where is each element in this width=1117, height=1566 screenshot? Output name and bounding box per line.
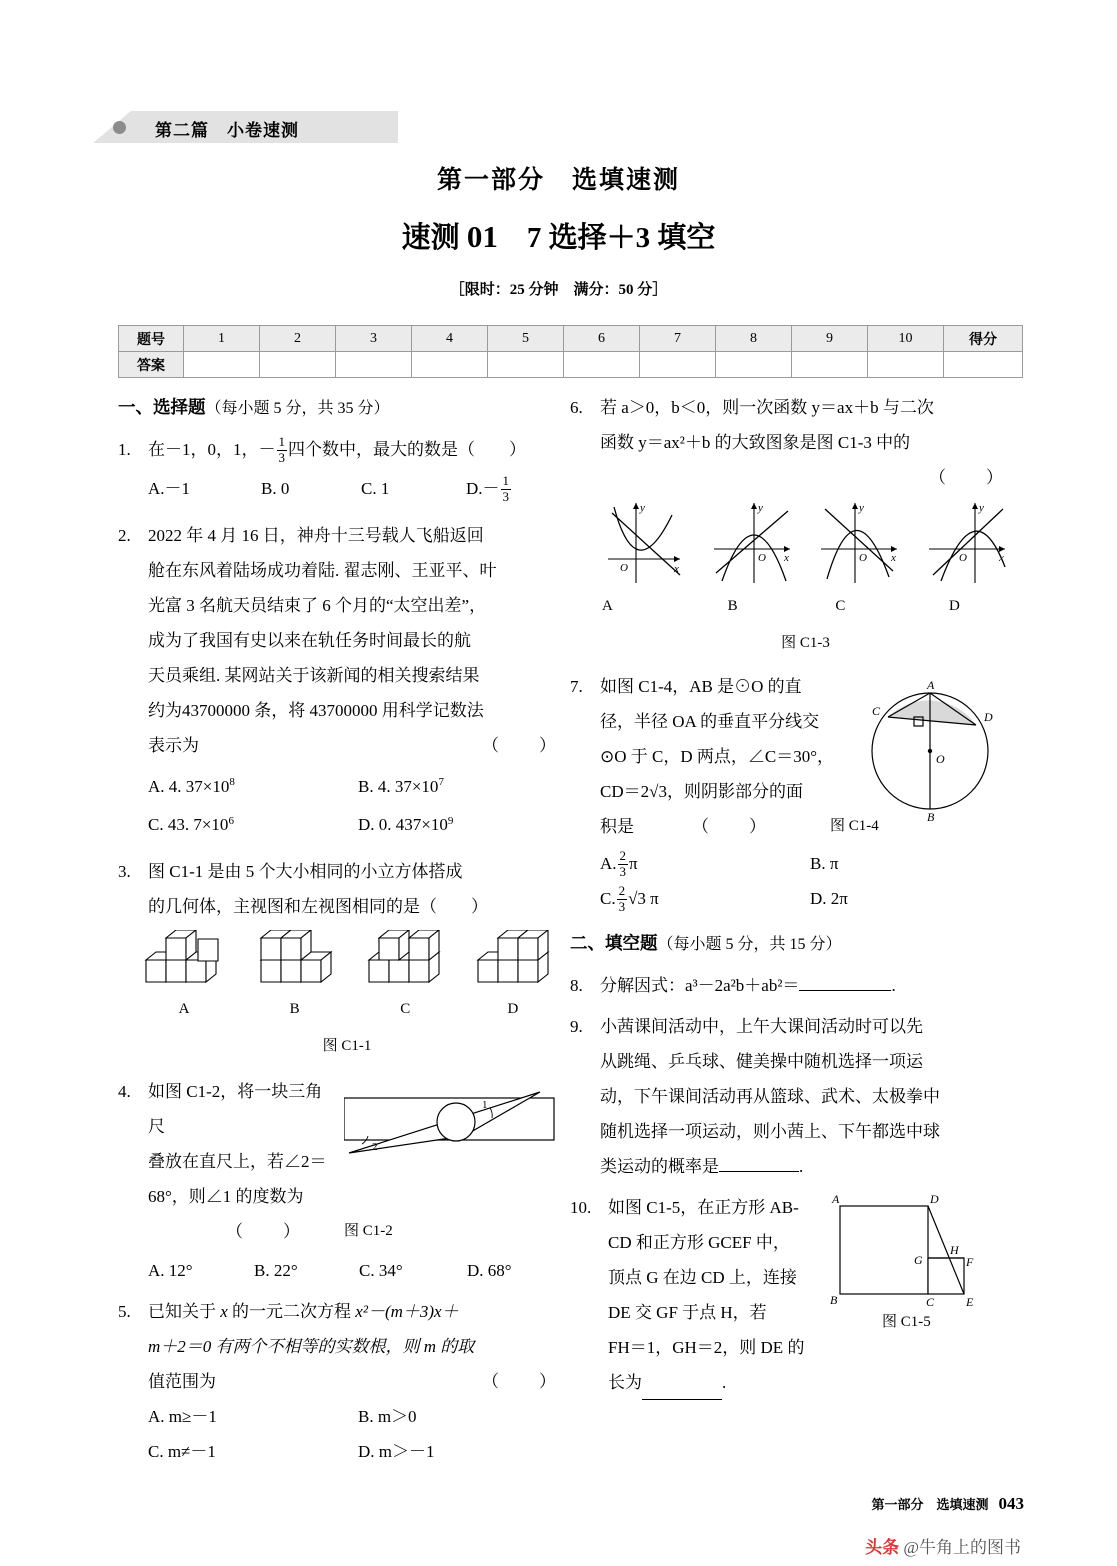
answer-cell[interactable] — [564, 352, 640, 378]
q2-line-2: 舱在东风着陆场成功着陆. 翟志刚、王亚平、叶 — [148, 561, 497, 580]
question-number: 4. — [118, 1082, 131, 1102]
figure-label-c: C — [835, 598, 846, 614]
section2-note: （每小题 5 分，共 15 分） — [657, 936, 842, 953]
table-cell: 8 — [716, 326, 792, 352]
question-1 — [118, 432, 558, 506]
graph-figure-a — [596, 497, 692, 624]
option-d[interactable]: D.－ $\frac{1}{3}$ — [466, 472, 510, 504]
figure-caption-c1-2: 图 C1-2 — [344, 1223, 393, 1240]
svg-text:图 C1-5: 图 C1-5 — [882, 1314, 931, 1330]
q10-line-3: 顶点 G 在边 CD 上，连接 — [608, 1268, 797, 1287]
question-number: 3. — [118, 862, 131, 882]
q5-options-row1 — [148, 1399, 558, 1434]
test-title-suffix: 7 选择＋3 填空 — [526, 222, 716, 254]
table-cell: 10 — [868, 326, 944, 352]
figure-caption-c1-4: 图 C1-4 — [830, 818, 879, 834]
fraction-one-third: $\frac{1}{3}$ — [278, 433, 285, 465]
q5-options-row2 — [148, 1434, 558, 1469]
svg-text:A: A — [927, 678, 935, 692]
figure-caption-c1-3: 图 C1-3 — [781, 635, 830, 651]
question-text — [148, 1294, 558, 1399]
option-c[interactable]: C. $\frac{2}{3}$ √3 π — [600, 882, 659, 914]
svg-text:x: x — [674, 563, 679, 575]
header-tab-label: 第二篇 小卷速测 — [155, 121, 299, 140]
answer-cell[interactable] — [868, 352, 944, 378]
question-10 — [570, 1190, 1015, 1400]
figure-caption-c1-1: 图 C1-1 — [322, 1038, 372, 1055]
question-2 — [118, 518, 558, 842]
svg-text:C: C — [872, 704, 881, 718]
answer-cell[interactable] — [716, 352, 792, 378]
q5-line-1: 已知关于 x 的一元二次方程 x²－(m＋3)x＋ — [148, 1302, 459, 1322]
q4-options — [148, 1253, 558, 1288]
question-text: 分解因式：a³－2a²b＋ab²＝ . — [600, 976, 896, 995]
table-row-label: 题号 — [119, 326, 184, 352]
q4-answer-paren[interactable]: （ ） — [226, 1222, 302, 1242]
question-text — [148, 432, 558, 467]
table-cell: 3 — [336, 326, 412, 352]
option-a[interactable]: A. 12° — [148, 1261, 193, 1281]
question-number: 1. — [118, 440, 131, 459]
q8-text: 分解因式：a³－2a²b＋ab²＝ — [600, 976, 800, 995]
question-number: 7. — [570, 677, 583, 696]
option-d[interactable]: D. 2π — [810, 889, 848, 908]
question-6 — [570, 390, 1015, 661]
right-column — [570, 390, 1015, 1400]
svg-text:B: B — [830, 1293, 838, 1307]
section-heading-choice — [118, 390, 558, 426]
q7-options-row2 — [600, 881, 1015, 916]
section1-title: 一、选择题 — [118, 397, 206, 417]
question-text — [600, 390, 1015, 495]
option-c[interactable]: C. m≠－1 — [148, 1442, 216, 1462]
q2-line-1: 2022 年 4 月 16 日，神舟十三号载人飞船返回 — [148, 526, 484, 545]
svg-text:F: F — [966, 1255, 974, 1269]
test-title-prefix: 速测 — [401, 222, 460, 254]
svg-text:O: O — [936, 752, 945, 766]
svg-text:y: y — [757, 502, 763, 514]
part-title: 第一部分 选填速测 — [436, 167, 680, 194]
footer-text: 第一部分 选填速测 — [871, 1497, 989, 1512]
table-cell: 6 — [564, 326, 640, 352]
header-bullet-icon — [113, 121, 126, 134]
table-cell: 9 — [792, 326, 868, 352]
answer-table — [118, 325, 1023, 378]
option-b[interactable]: B. 22° — [254, 1261, 298, 1281]
answer-cell[interactable] — [412, 352, 488, 378]
q2-options-row1 — [148, 765, 558, 804]
figure-label-b: B — [727, 598, 738, 614]
svg-text:E: E — [966, 1295, 974, 1309]
q4-line-2: 叠放在直尺上，若∠2＝ — [148, 1152, 327, 1172]
svg-text:G: G — [914, 1253, 923, 1267]
q7-answer-paren[interactable]: （ ） — [692, 817, 768, 836]
question-number: 6. — [570, 398, 583, 417]
q5-line-2: m＋2＝0 有两个不相等的实数根，则 m 的取 — [148, 1337, 475, 1357]
cube-figure-a — [136, 930, 232, 1027]
q5-line-3: 值范围为 — [148, 1372, 216, 1392]
question-4 — [118, 1074, 558, 1288]
question-text: 小茜课间活动中，上午大课间活动时可以先 从跳绳、乒乓球、健美操中随机选择一项运 动，下午课间活动再从篮球、武术、太极拳中 随机选择一项运动，则小茜上、下午都选中球 类运动的概率是 . — [600, 1009, 1015, 1184]
svg-text:D: D — [984, 710, 993, 724]
score-label: 得分 — [944, 326, 1023, 352]
question-number: 2. — [118, 526, 131, 545]
cube-figure-c — [357, 930, 453, 1027]
question-9 — [570, 1009, 1015, 1184]
graph-figure-d — [919, 497, 1015, 624]
fraction-one-third: $\frac{1}{3}$ — [502, 472, 510, 504]
q2-options-row2 — [148, 804, 558, 843]
option-d[interactable]: D. 68° — [467, 1261, 512, 1281]
q3-line-1: 图 C1-1 是由 5 个大小相同的小立方体搭成 — [148, 862, 463, 882]
question-text — [148, 1074, 558, 1249]
answer-cell[interactable] — [184, 352, 260, 378]
q10-line-4: DE 交 GF 于点 H，若 — [608, 1303, 767, 1322]
option-b[interactable]: B. 4. $37\times 10^7$ — [358, 776, 444, 796]
q9-line-3: 动，下午课间活动再从篮球、武术、太极拳中 — [600, 1087, 940, 1106]
figure-label-c: C — [400, 1001, 411, 1018]
watermark — [865, 1533, 1021, 1558]
answer-cell[interactable] — [640, 352, 716, 378]
figure-label-b: B — [289, 1001, 300, 1018]
q8-answer-blank[interactable] — [799, 990, 891, 991]
q2-line-3: 光富 3 名航天员结束了 6 个月的“太空出差”， — [148, 596, 487, 615]
option-d[interactable]: D. m＞－1 — [358, 1442, 435, 1462]
option-c[interactable]: C. 34° — [359, 1261, 403, 1281]
option-a[interactable]: A. 4. $37\times 10^8$ — [148, 776, 235, 796]
question-number: 5. — [118, 1302, 131, 1322]
svg-text:O: O — [620, 562, 628, 574]
q1-options — [148, 471, 558, 506]
answer-cell[interactable] — [260, 352, 336, 378]
q9-line-1: 小茜课间活动中，上午大课间活动时可以先 — [600, 1017, 923, 1036]
svg-text:y: y — [859, 502, 865, 514]
q5-answer-paren[interactable]: （ ） — [482, 1372, 558, 1392]
q9-line-4: 随机选择一项运动，则小茜上、下午都选中球 — [600, 1122, 940, 1141]
q2-answer-paren[interactable]: （ ） — [482, 736, 558, 755]
circle-figure — [858, 675, 1008, 825]
svg-text:O: O — [757, 552, 766, 564]
section1-note: （每小题 5 分，共 35 分） — [205, 400, 390, 417]
question-3 — [118, 854, 558, 1064]
q6-line-2: 函数 y＝ax²＋b 的大致图象是图 C1-3 中的 — [600, 433, 911, 452]
q10-line-1: 如图 C1-5，在正方形 AB- — [608, 1198, 799, 1217]
question-7 — [570, 669, 1015, 916]
q6-line-1: 若 a＞0，b＜0，则一次函数 y＝ax＋b 与二次 — [600, 398, 934, 417]
q7-line-5: 积是 — [600, 817, 634, 836]
table-cell: 7 — [640, 326, 716, 352]
answer-cell[interactable] — [336, 352, 412, 378]
q10-line-6: 长为 — [608, 1373, 642, 1392]
answer-cell[interactable] — [944, 352, 1023, 378]
svg-text:x: x — [783, 552, 789, 564]
table-row — [119, 326, 1023, 352]
question-text: 如图 C1-5，在正方形 AB- CD 和正方形 GCEF 中， 顶点 G 在边 CD 上，连接 DE 交 GF 于点 H，若 FH＝1，GH＝2，则 DE 的 长为 . A B C D E F G H 图 C1-5 — [608, 1190, 1015, 1400]
option-d[interactable]: D. 0. $437\times 10^9$ — [358, 814, 454, 835]
q10-answer-blank[interactable] — [642, 1365, 722, 1400]
option-c[interactable]: C. 43. $7\times 10^6$ — [148, 814, 234, 835]
squares-figure — [826, 1192, 976, 1334]
page-number: 043 — [998, 1494, 1024, 1513]
svg-text:A: A — [832, 1192, 840, 1206]
table-cell: 2 — [260, 326, 336, 352]
q2-line-4: 成为了我国有史以来在轨任务时间最长的航 — [148, 631, 471, 650]
fraction-two-thirds: $\frac{2}{3}$ — [618, 882, 626, 914]
q7-line-1: 如图 C1-4，AB 是⊙O 的直 — [600, 677, 802, 696]
q3-line-2: 的几何体，主视图和左视图相同的是（ ） — [148, 897, 488, 917]
svg-text:1: 1 — [482, 1099, 488, 1112]
figure-label-a: A — [602, 598, 613, 614]
table-cell: 5 — [488, 326, 564, 352]
q9-line-2: 从跳绳、乒乓球、健美操中随机选择一项运 — [600, 1052, 923, 1071]
figure-label-d: D — [948, 598, 960, 614]
svg-text:O: O — [958, 552, 967, 564]
option-a[interactable]: A.－1 — [148, 479, 191, 498]
option-a[interactable]: A. $\frac{2}{3}$ π — [600, 847, 638, 879]
q2-line-5: 天员乘组. 某网站关于该新闻的相关搜索结果 — [148, 666, 480, 685]
q1-text-a: 在－1，0，1，－ — [148, 440, 276, 459]
question-number: 9. — [570, 1017, 583, 1036]
q6-answer-paren[interactable]: （ ） — [929, 468, 1005, 487]
fraction-two-thirds: $\frac{2}{3}$ — [619, 847, 627, 879]
section-header-tab — [93, 111, 398, 143]
time-score-line: ［限时：25 分钟 满分：50 分］ — [449, 282, 668, 298]
left-column — [118, 390, 558, 1469]
option-b[interactable]: B. m＞0 — [358, 1407, 417, 1427]
q6-figure-group — [596, 497, 1015, 661]
q7-line-4: CD＝2√3，则阴影部分的面 — [600, 782, 803, 801]
svg-text:B: B — [927, 810, 935, 824]
question-8 — [570, 968, 1015, 1003]
test-number: 01 — [466, 219, 498, 254]
table-row-label: 答案 — [119, 352, 184, 378]
table-cell: 1 — [184, 326, 260, 352]
q10-line-5: FH＝1，GH＝2，则 DE 的 — [608, 1338, 805, 1357]
table-cell: 4 — [412, 326, 488, 352]
option-b[interactable]: B. 0 — [261, 479, 290, 498]
test-title — [0, 215, 1117, 256]
option-b[interactable]: B. π — [810, 854, 839, 873]
figure-label-d: D — [507, 1001, 519, 1018]
svg-text:y: y — [978, 502, 984, 514]
q7-options-row1 — [600, 846, 1015, 881]
table-row — [119, 352, 1023, 378]
svg-text:x: x — [891, 552, 897, 564]
footer — [0, 1494, 1117, 1514]
figure-label-a: A — [178, 1001, 190, 1018]
question-text — [148, 854, 558, 924]
q9-line-5: 类运动的概率是 — [600, 1157, 719, 1176]
q9-answer-blank[interactable] — [719, 1171, 799, 1172]
section2-title: 二、填空题 — [570, 933, 658, 953]
question-5 — [118, 1294, 558, 1469]
question-number: 8. — [570, 976, 583, 995]
q1-text-b: 四个数中，最大的数是（ ） — [288, 440, 526, 459]
q2-line-7: 表示为 — [148, 736, 199, 755]
option-a[interactable]: A. m≥－1 — [148, 1407, 217, 1427]
svg-text:D: D — [930, 1192, 939, 1206]
svg-text:x: x — [998, 552, 1004, 564]
q3-figure-group — [136, 930, 558, 1064]
svg-text:O: O — [859, 552, 868, 564]
cube-figure-d — [468, 930, 558, 1027]
question-text — [148, 518, 558, 763]
section-heading-fill — [570, 926, 1015, 962]
watermark-handle: @牛角上的图书 — [903, 1538, 1021, 1557]
answer-cell[interactable] — [488, 352, 564, 378]
graph-figure-c — [811, 497, 907, 624]
option-c[interactable]: C. 1 — [361, 479, 390, 498]
q2-line-6: 约为43700000 条，将 43700000 用科学记数法 — [148, 701, 484, 720]
svg-text:y: y — [640, 502, 645, 514]
svg-text:2: 2 — [372, 1141, 378, 1154]
q7-line-3: ⊙O 于 C，D 两点，∠C＝30°， — [600, 747, 835, 766]
graph-figure-b — [704, 497, 800, 624]
q4-line-1: 如图 C1-2，将一块三角尺 — [148, 1082, 323, 1137]
question-text — [600, 669, 1015, 844]
q4-line-3: 68°，则∠1 的度数为 — [148, 1187, 304, 1207]
triangle-ruler-figure — [344, 1078, 562, 1178]
svg-text:C: C — [926, 1295, 935, 1309]
answer-cell[interactable] — [792, 352, 868, 378]
question-number: 10. — [570, 1198, 592, 1217]
q7-line-2: 径，半径 OA 的垂直平分线交 — [600, 712, 820, 731]
cube-figure-b — [247, 930, 343, 1027]
watermark-prefix: 头条 — [865, 1538, 900, 1557]
q10-line-2: CD 和正方形 GCEF 中， — [608, 1233, 790, 1252]
svg-text:H: H — [950, 1243, 959, 1257]
